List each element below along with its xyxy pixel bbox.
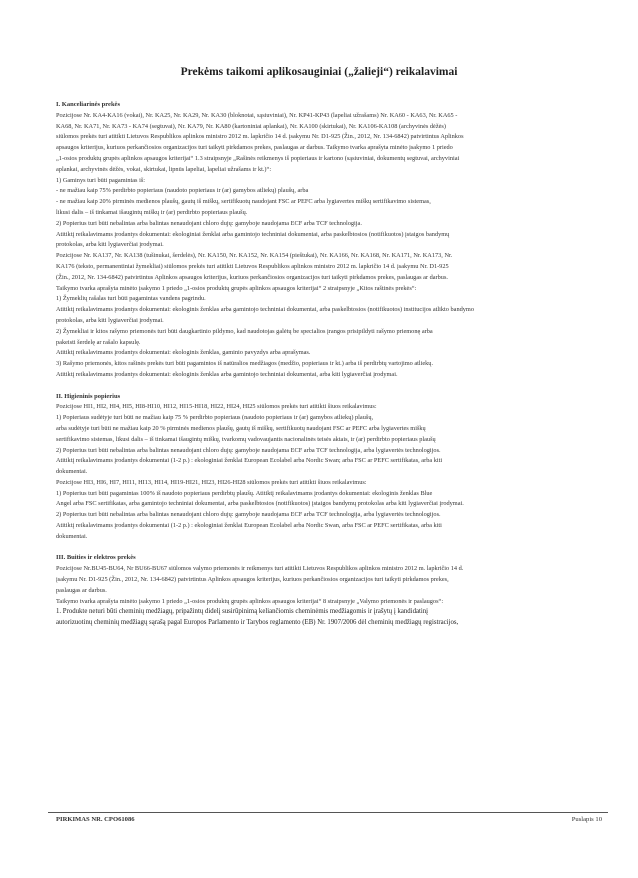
text-line: protokolas, arba kiti lygiaverčiai įrodymai. — [56, 241, 164, 249]
procurement-number: PIRKIMAS NR. CPO61086 — [56, 816, 135, 823]
footer-divider — [48, 812, 608, 813]
text-line: Pozicijose Nr. KA4-KA16 (vokai), Nr. KA25, Nr. KA29, Nr. KA30 (bloknotai, sąsiuviniai), Nr. KP41-KP43 (lapeliai užrašams) Nr. KA60 - KA63, Nr. KA65 - — [56, 111, 458, 119]
text-line: įsakymu Nr. D1-925 (Žin., 2012, Nr. 134-6842) patvirtintus Aplinkos apsaugos kriterijus, kuriuos perkančiosios organizacijos turi taikyti pirkdamos prekes, — [56, 576, 449, 584]
text-line: (Žin., 2012, Nr. 134-6842) patvirtintus Aplinkos apsaugos kriterijus, kuriuos perkančiosios organizacijos turi taikyti pirkdamos prekes, paslaugas ar darbus. — [56, 273, 448, 281]
text-line: Pozicijose HI3, HI6, HI7, HI11, HI13, HI14, HI19-HI21, HI23, HI26-HI28 siūlomos prekės turi atitikti šiuos reikalavimus: — [56, 478, 367, 486]
text-line: Atitiktį reikalavimams įrodantys dokumentai: ekologinis ženklas arba gamintojo techniniai dokumentai, arba paskelbtosios (notifikuotos) institucijos atlikto bandymo — [56, 306, 474, 314]
text-line: paslaugas ar darbus. — [56, 586, 107, 594]
text-line: 3) Rašymo priemonės, kitos rašinės prekės turi būti pagamintos iš natūralios medžiagos (medžio, popieriaus ir kt.) arba iš perdirbtų vartojimo atliekų. — [56, 360, 434, 368]
document-body — [56, 100, 612, 629]
text-line: sertifikavimo sistemas, likusi dalis – iš tinkamai išaugintų miškų, tvarkomų vadovaujantis nacionalinės teisės aktais, ir (ar) perdirbto popieriaus plaušų — [56, 435, 436, 443]
text-line: arba sudėtyje turi būti ne mažiau kaip 20 % pirminės medienos plaušų, gautų iš miškų, sertifikuotų naudojant FSC ar PEFC arba lygiavertes miškų — [56, 424, 426, 432]
text-line: Taikymo tvarka aprašyta minėto įsakymo 1 priedo „1-osios produktų grupės aplinkos apsaugos kriterijai“ 8 straipsnyje „Valymo priemonės ir paslaugos“: — [56, 597, 444, 605]
text-line: Atitiktį reikalavimams įrodantys dokumentai: ekologiniai ženklai arba gamintojo techniniai dokumentai, arba paskelbtosios (notifikuotos) įstaigos bandymų — [56, 230, 450, 238]
text-line: Angel arba FSC sertifikatas, arba gamintojo techniniai dokumentai, arba paskelbtosios (notifikuotos) įstaigos bandymų protokolas arba kiti lygiaverčiai įrodymai. — [56, 500, 464, 508]
text-line: Atitiktį reikalavimams įrodantys dokumentai (1-2 p.) : ekologiniai ženklai European Ecolabel arba Nordic Swan, arba FSC ar PEFC sertifikatas, arba kiti — [56, 522, 442, 530]
text-line: dokumentai. — [56, 468, 88, 476]
text-line: „1-osios produktų grupės aplinkos apsaugos kriterijai“ 1.3 straipsnyje „Rašinės reikmenys iš popieriaus ir kartono (sąsiuviniai, dokumentų segtuvai, archyviniai — [56, 154, 460, 162]
text-line: likusi dalis – iš tinkamai išaugintų miškų ir (ar) perdirbto popieriaus plaušų. — [56, 208, 248, 216]
page-number: Puslapis 10 — [571, 816, 602, 823]
text-line: 1) Popierius turi būti pagamintas 100% iš naudoto popieriaus perdirbtų plaušų. Atitiktį reikalavimams įrodantys dokumentai: ekologinis ženklas Blue — [56, 489, 433, 497]
text-line: siūlomos prekės turi atitikti Lietuvos Respublikos aplinkos ministro 2012 m. lapkričio 14 d. įsakymu Nr. D1-925 (Žin., 2012, Nr. 134-6842) patvirtintus Aplinkos — [56, 133, 464, 141]
section-heading: III. Buities ir elektros prekės — [56, 554, 136, 562]
text-line: 2) Popierius turi būti nebalintas arba balintas nenaudojant chloro dujų: gamyboje naudojama ECF arba TCF technologija. — [56, 219, 362, 227]
text-line: KA176 (teksto, permanentiniai žymekliai) siūlomos prekės turi atitikti Lietuvos Respublikos aplinkos ministro 2012 m. lapkričio 14 d. įsakymu Nr. D1-925 — [56, 262, 449, 270]
page-title: Prekėms taikomi aplikosauginiai („žalieji“) reikalavimai — [180, 66, 458, 78]
text-line: Pozicijose Nr.BU45-BU64, Nr BU66-BU67 siūlomos valymo priemonės ir reikmenys turi atitikti Lietuvos Respublikos aplinkos ministro 2012 m. lapkričio 14 d. — [56, 565, 464, 573]
text-line: protokolas, arba kiti lygiaverčiai įrodymai. — [56, 316, 164, 324]
text-line: apsaugos kriterijus, kuriuos perkančiosios organizacijos turi taikyti pirkdamos prekes, paslaugas ar darbus. Taikymo tvarka aprašyta minėto įsakymo 1 priedo — [56, 144, 453, 152]
text-line: 1) Žymeklių rašalas turi būti pagamintas vandens pagrindu. — [56, 295, 206, 303]
text-line: Pozicijose Nr. KA137, Nr. KA138 (tušinukai, šerdelės), Nr. KA150, Nr. KA152, Nr. KA154 (pieštukai), Nr. KA166, Nr. KA168, Nr. KA171, Nr. KA173, Nr. — [56, 252, 453, 260]
text-line: pakeisti šerdelę ar rašalo kapsulę. — [56, 338, 141, 346]
text-line: 2) Popierius turi būti nebalintas arba balintas nenaudojant chloro dujų: gamyboje naudojama ECF arba TCF technologija, arba lygiavertės technologijos. — [56, 446, 441, 454]
text-line: Atitiktį reikalavimams įrodantys dokumentai (1-2 p.) : ekologiniai ženklai European Ecolabel arba Nordic Swan; arba FSC ar PEFC sertifikatas, arba kiti — [56, 457, 443, 465]
text-line: - ne mažiau kaip 75% perdirbto popieriaus (naudoto popieriaus ir (ar) gamybos atliekų) plaušų, arba — [56, 187, 309, 195]
text-line: - ne mažiau kaip 20% pirminės medienos plaušų, gautų iš miškų, sertifikuotų naudojant FSC ar PEFC arba lygiavertes miškų sertifikavimo sistemas, — [56, 198, 431, 206]
text-line: Taikymo tvarka aprašyta minėto įsakymo 1 priedo „1-osios produktų grupės aplinkos apsaugos kriterijai“ 2 straipsnyje „Kitos raštinės prekės“: — [56, 284, 417, 292]
text-line: KA68, Nr. KA71, Nr. KA73 - KA74 (segtuvai), Nr. KA79, Nr. KA80 (kartoniniai aplankai), Nr. KA100 (skirtukai), Nr. KA106-KA108 (archyvinės dėžės) — [56, 122, 446, 130]
section-heading: I. Kanceliarinės prekės — [56, 101, 120, 108]
text-line: 1) Popieriaus sudėtyje turi būti ne mažiau kaip 75 % perdirbto popieriaus (naudoto popieriaus ir (ar) gamybos atliekų) plaušų, — [56, 414, 374, 422]
text-line: Atitiktį reikalavimams įrodantys dokumentai: ekologinis ženklas arba gamintojo techniniai dokumentai, arba kiti lygiaverčiai įrodymai. — [56, 370, 398, 378]
section-heading: II. Higieninis popierius — [56, 392, 121, 400]
section-body — [56, 564, 612, 629]
text-line: 1. Produkte neturi būti cheminių medžiagų, pripažintų didelį susirūpinimą keliančiomis cheminėmis medžiagomis ir įrašytų į kandidatinį — [56, 608, 429, 616]
text-line: dokumentai. — [56, 532, 88, 540]
text-line: 2) Popierius turi būti nebalintas arba balintas nenaudojant chloro dujų: gamyboje naudojama ECF arba TCF technologija, arba lygiavertės technologijos. — [56, 511, 441, 519]
text-line: 2) Žymekliai ir kitos rašymo priemonės turi būti daugkartinio pildymo, kad naudotojas galėtų be specialios įrangos prisipildyti rašymo priemonę arba — [56, 327, 433, 335]
text-line: Atitiktį reikalavimams įrodantys dokumentai: ekologinis ženklas, gaminio pavyzdys arba aprašymas. — [56, 349, 311, 357]
text-line: aplankai, archyvinės dėžės, vokai, skirtukai, lipnūs lapeliai, lapeliai užrašams ir kt.)“: — [56, 165, 272, 173]
section-body — [56, 111, 612, 381]
text-line: autorizuotinų cheminių medžiagų sąrašą pagal Europos Parlamento ir Tarybos reglamento (EB) Nr. 1907/2006 dėl cheminių medžiagų registracijos, — [56, 619, 459, 627]
text-line: 1) Gaminys turi būti pagamintas iš: — [56, 176, 146, 184]
section-body — [56, 402, 612, 542]
text-line: Pozicijose HI1, HI2, HI4, HI5, HI8-HI10, HI12, HI15-HI18, HI22, HI24, HI25 siūlomos prekės turi atitikti šiuos reikalavimus: — [56, 403, 377, 411]
